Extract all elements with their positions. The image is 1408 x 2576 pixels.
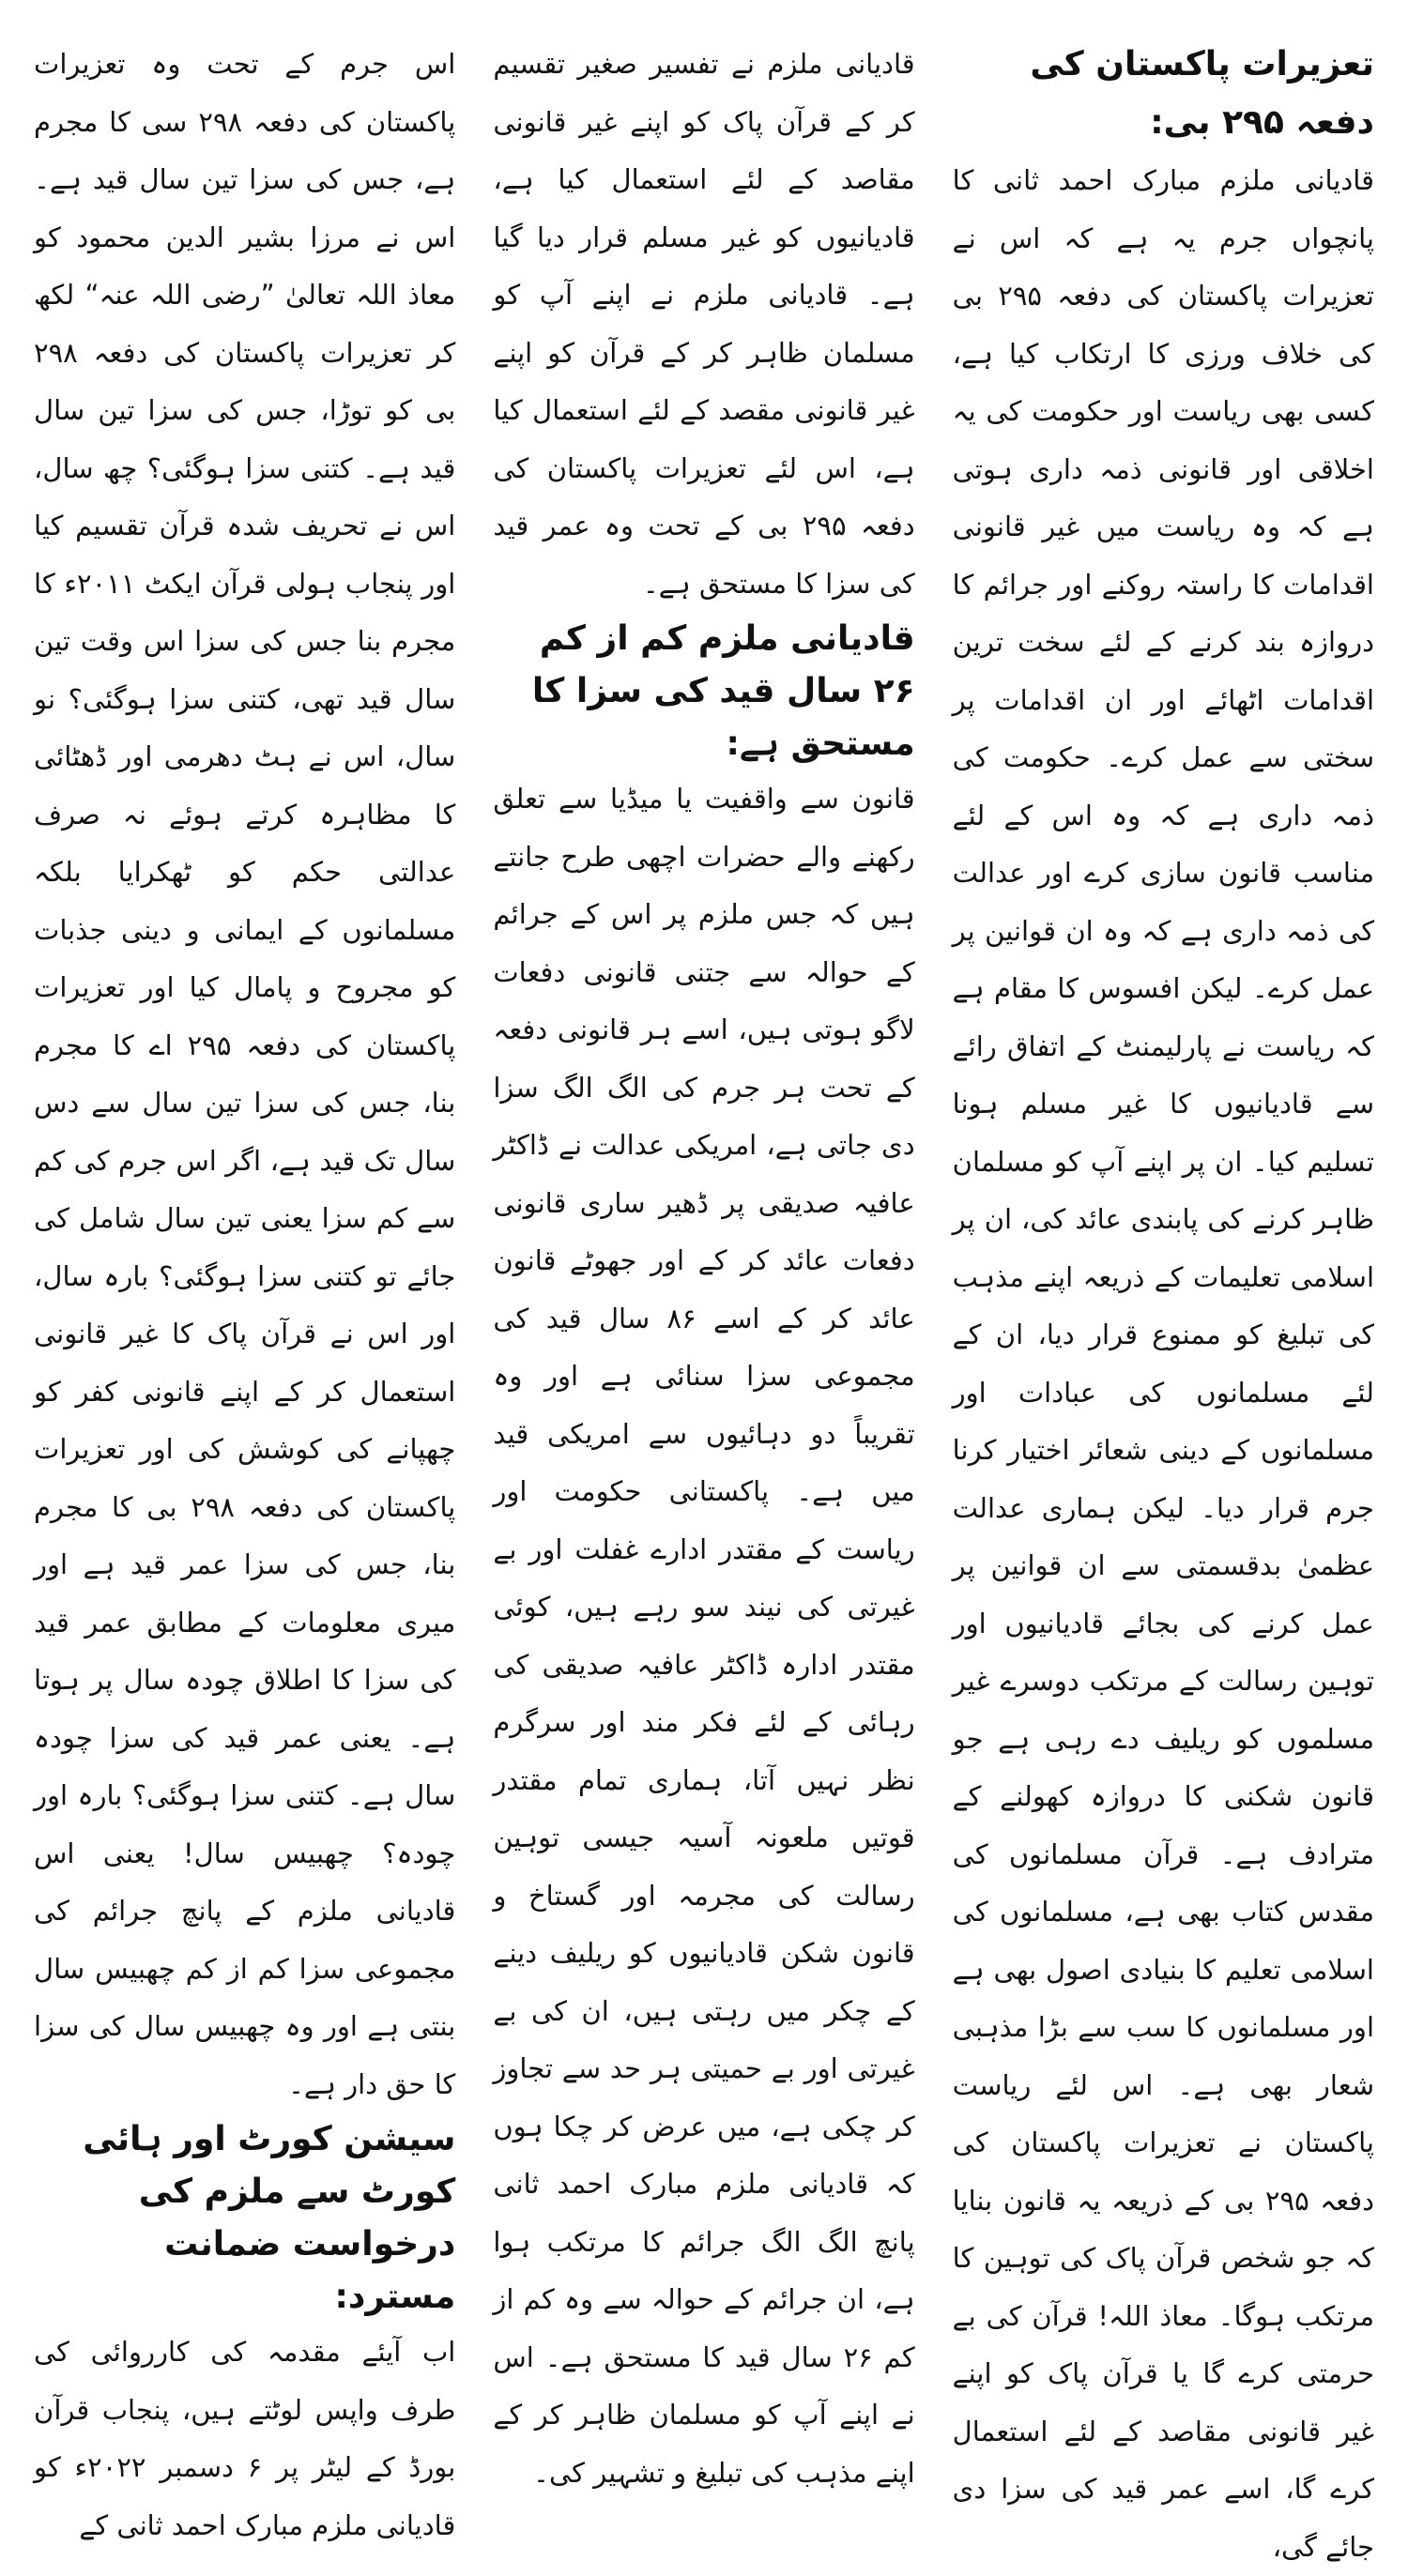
article-paragraph: اس جرم کے تحت وہ تعزیرات پاکستان کی دفعہ ۲۹۸ سی کا مجرم ہے، جس کی سزا تین سال قید ہے۔ اس نے مرزا بشیر الدین محمود کو معاذ اللہ تعالیٰ ”رضی اللہ عنہ“ لکھ کر تعزیرات پاکستان کی دفعہ ۲۹۸ بی کو توڑا، جس کی سزا تین سال قید ہے۔ کتنی سزا ہوگئی؟ چھ سال، اس نے تحریف شدہ قرآن تقسیم کیا اور پنجاب ہولی قرآن ایکٹ ۲۰۱۱ء کا مجرم بنا جس کی سزا اس وقت تین سال قید تھی، کتنی سزا ہوگئی؟ نو سال، اس نے ہٹ دھرمی اور ڈھٹائی کا مظاہرہ کرتے ہوئے نہ صرف عدالتی حکم کو ٹھکرایا بلکہ مسلمانوں کے ایمانی و دینی جذبات کو مجروح و پامال کیا اور تعزیرات پاکستان کی دفعہ ۲۹۵ اے کا مجرم بنا، جس کی سزا تین سال سے دس سال تک قید ہے، اگر اس جرم کی کم سے کم سزا یعنی تین سال شامل کی جائے تو کتنی سزا ہوگئی؟ بارہ سال، اور اس نے قرآن پاک کا غیر قانونی استعمال کر کے اپنے قانونی کفر کو چھپانے کی کوشش کی اور تعزیرات پاکستان کی دفعہ ۲۹۸ بی کا مجرم بنا، جس کی سزا عمر قید ہے اور میری معلومات کے مطابق عمر قید کی سزا کا اطلاق چودہ سال پر ہوتا ہے۔ یعنی عمر قید کی سزا چودہ سال ہے۔ کتنی سزا ہوگئی؟ بارہ اور چودہ؟ چھبیس سال! یعنی اس قادیانی ملزم کے پانچ جرائم کی مجموعی سزا کم از کم چھبیس سال بنتی ہے اور وہ چھبیس سال کی سزا کا حق دار ہے۔ [34,48,456,2100]
column-middle [493,36,915,2489]
article-paragraph: قادیانی ملزم مبارک احمد ثانی کا پانچواں جرم یہ ہے کہ اس نے تعزیرات پاکستان کی دفعہ ۲۹۵ بی کی خلاف ورزی کا ارتکاب کیا ہے، کسی بھی ریاست اور حکومت کی یہ اخلاقی اور قانونی ذمہ داری ہوتی ہے کہ وہ ریاست میں غیر قانونی اقدامات کا راستہ روکنے اور جرائم کا دروازہ بند کرنے کے لئے سخت ترین اقدامات اٹھائے اور ان اقدامات پر سختی سے عمل کرے۔ حکومت کی ذمہ داری ہے کہ وہ اس کے لئے مناسب قانون سازی کرے اور عدالت کی ذمہ داری ہے کہ وہ ان قوانین پر عمل کرے۔ لیکن افسوس کا مقام ہے کہ ریاست نے پارلیمنٹ کے اتفاق رائے سے قادیانیوں کا غیر مسلم ہونا تسلیم کیا۔ ان پر اپنے آپ کو مسلمان ظاہر کرنے کی پابندی عائد کی، ان پر اسلامی تعلیمات کے ذریعہ اپنے مذہب کی تبلیغ کو ممنوع قرار دیا، ان کے لئے مسلمانوں کی عبادات اور مسلمانوں کے دینی شعائر اختیار کرنا جرم قرار دیا۔ لیکن ہماری عدالت عظمیٰ بدقسمتی سے ان قوانین پر عمل کرنے کی بجائے قادیانیوں اور توہین رسالت کے مرتکب دوسرے غیر مسلموں کو ریلیف دے رہی ہے جو قانون شکنی کا دروازہ کھولنے کے مترادف ہے۔ قرآن مسلمانوں کی مقدس کتاب بھی ہے، مسلمانوں کی اسلامی تعلیم کا بنیادی اصول بھی ہے اور مسلمانوں کا سب سے بڑا مذہبی شعار بھی ہے۔ اس لئے ریاست پاکستان نے تعزیرات پاکستان کی دفعہ ۲۹۵ بی کے ذریعہ یہ قانون بنایا کہ جو شخص قرآن پاک کی توہین کا مرتکب ہوگا۔ معاذ اللہ! قرآن کی بے حرمتی کرے گا یا قرآن پاک کو اپنے غیر قانونی مقاصد کے لئے استعمال کرے گا، اسے عمر قید کی سزا دی جائے گی، [952,164,1375,2563]
column-right [952,36,1375,2563]
article-paragraph: اب آیئے مقدمہ کی کارروائی کی طرف واپس لوٹتے ہیں، پنجاب قرآن بورڈ کے لیٹر پر ۶ دسمبر ۲۰۲۲ء کو قادیانی ملزم مبارک احمد ثانی کے [34,2336,456,2541]
article-paragraph: قانون سے واقفیت یا میڈیا سے تعلق رکھنے والے حضرات اچھی طرح جانتے ہیں کہ جس ملزم پر اس کے جرائم کے حوالہ سے جتنی قانونی دفعات لاگو ہوتی ہیں، اسے ہر قانونی دفعہ کے تحت ہر جرم کی الگ الگ سزا دی جاتی ہے، امریکی عدالت نے ڈاکٹر عافیہ صدیقی پر ڈھیر ساری قانونی دفعات عائد کر کے اور جھوٹے قانون عائد کر کے اسے ۸۶ سال قید کی مجموعی سزا سنائی ہے اور وہ تقریباً دو دہائیوں سے امریکی قید میں ہے۔ پاکستانی حکومت اور ریاست کے مقتدر ادارے غفلت اور بے غیرتی کی نیند سو رہے ہیں، کوئی مقتدر ادارہ ڈاکٹر عافیہ صدیقی کی رہائی کے لئے فکر مند اور سرگرم نظر نہیں آتا، ہماری تمام مقتدر قوتیں ملعونہ آسیہ جیسی توہین رسالت کی مجرمہ اور گستاخ و قانون شکن قادیانیوں کو ریلیف دینے کے چکر میں رہتی ہیں، ان کی بے غیرتی اور بے حمیتی ہر حد سے تجاوز کر چکی ہے، میں عرض کر چکا ہوں کہ قادیانی ملزم مبارک احمد ثانی پانچ الگ الگ جرائم کا مرتکب ہوا ہے، ان جرائم کے حوالہ سے وہ کم از کم ۲۶ سال قید کا مستحق ہے۔ اس نے اپنے آپ کو مسلمان ظاہر کر کے اپنے مذہب کی تبلیغ و تشہیر کی۔ [493,783,915,2489]
article-paragraph: قادیانی ملزم نے تفسیر صغیر تقسیم کر کے قرآن پاک کو اپنے غیر قانونی مقاصد کے لئے استعمال کیا ہے، قادیانیوں کو غیر مسلم قرار دیا گیا ہے۔ قادیانی ملزم نے اپنے آپ کو مسلمان ظاہر کر کے قرآن کو اپنے غیر قانونی مقصد کے لئے استعمال کیا ہے، اس لئے تعزیرات پاکستان کی دفعہ ۲۹۵ بی کے تحت وہ عمر قید کی سزا کا مستحق ہے۔ [493,48,915,600]
section-heading-26-years: قادیانی ملزم کم از کم ۲۶ سال قید کی سزا کا مستحق ہے: [531,619,915,763]
columns [34,36,1375,2563]
section-heading-295b: تعزیرات پاکستان کی دفعہ ۲۹۵ بی: [1030,45,1374,142]
section-heading-bail-rejected: سیشن کورٹ اور ہائی کورٹ سے ملزم کی درخواست ضمانت مسترد: [83,2120,456,2316]
column-left [34,36,456,2541]
